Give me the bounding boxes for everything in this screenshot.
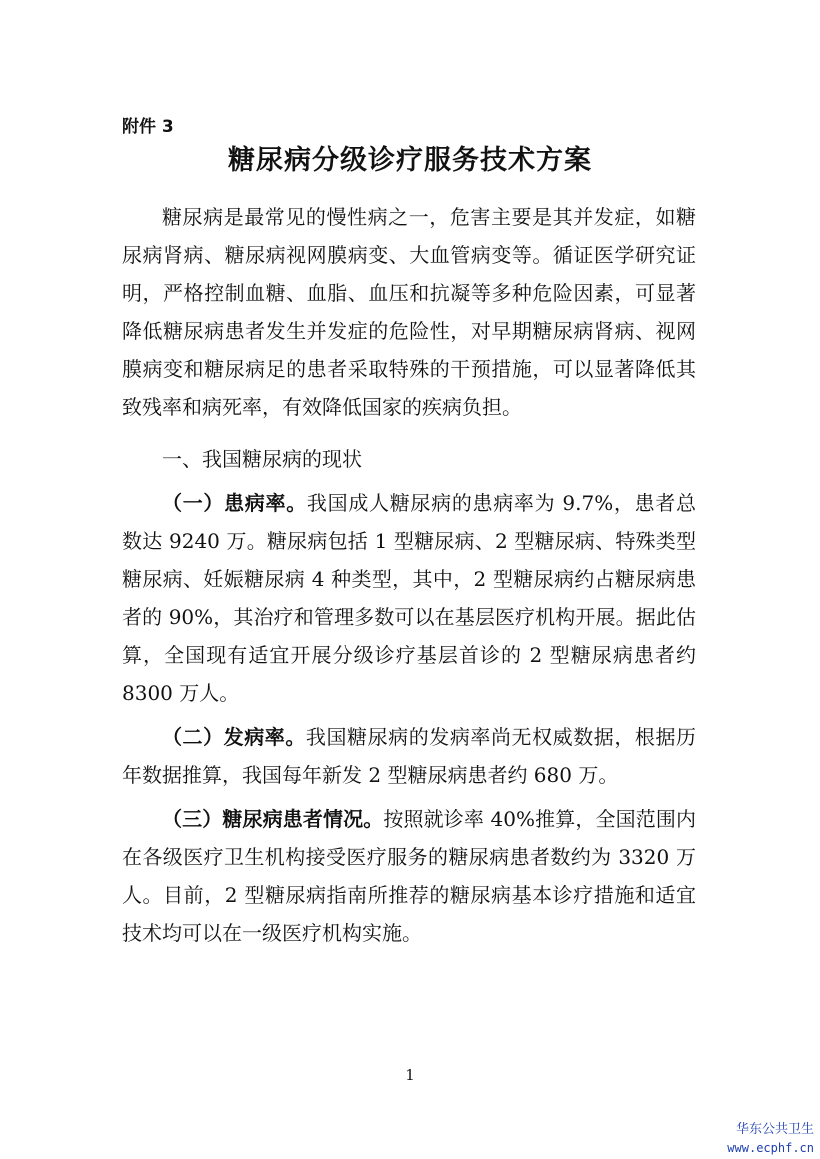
section-heading: 一、我国糖尿病的现状 <box>162 447 362 471</box>
document-body <box>122 198 696 952</box>
subsection-lead: （一）患病率。 <box>162 491 307 515</box>
subsection-text: 按照就诊率 40%推算，全国范围内在各级医疗卫生机构接受医疗服务的糖尿病患者数约为 3320 万人。目前，2 型糖尿病指南所推荐的糖尿病基本诊疗措施和适宜技术均可以在一级医疗机构实施。 <box>122 807 697 945</box>
intro-paragraph: 糖尿病是最常见的慢性病之一，危害主要是其并发症，如糖尿病肾病、糖尿病视网膜病变、大血管病变等。循证医学研究证明，严格控制血糖、血脂、血压和抗凝等多种危险因素，可显著降低糖尿病患者发生并发症的危险性，对早期糖尿病肾病、视网膜病变和糖尿病足的患者采取特殊的干预措施，可以显著降低其致残率和病死率，有效降低国家的疾病负担。 <box>122 205 696 419</box>
subsection-text: 我国糖尿病的发病率尚无权威数据，根据历年数据推算，我国每年新发 2 型糖尿病患者约 680 万。 <box>122 725 697 787</box>
subsection-patients <box>122 800 696 952</box>
attachment-label: 附件 3 <box>122 117 174 137</box>
subsection-incidence <box>122 718 696 794</box>
subsection-lead: （二）发病率。 <box>162 725 306 749</box>
subsection-prevalence <box>122 484 696 712</box>
watermark-url: www.ecphf.cn <box>727 1141 814 1155</box>
subsection-lead: （三）糖尿病患者情况。 <box>162 807 384 831</box>
watermark <box>727 1121 814 1157</box>
page-number: 1 <box>405 1066 415 1084</box>
watermark-name: 华东公共卫生 <box>735 1122 814 1137</box>
document-title: 糖尿病分级诊疗服务技术方案 <box>228 145 592 176</box>
subsection-text: 我国成人糖尿病的患病率为 9.7%，患者总数达 9240 万。糖尿病包括 1 型糖尿病、2 型糖尿病、特殊类型糖尿病、妊娠糖尿病 4 种类型，其中，2 型糖尿病约占糖尿病患者的 90%，其治疗和管理多数可以在基层医疗机构开展。据此估算，全国现有适宜开展分级诊疗基层首诊的 2 型糖尿病患者约 8300 万人。 <box>122 491 697 705</box>
